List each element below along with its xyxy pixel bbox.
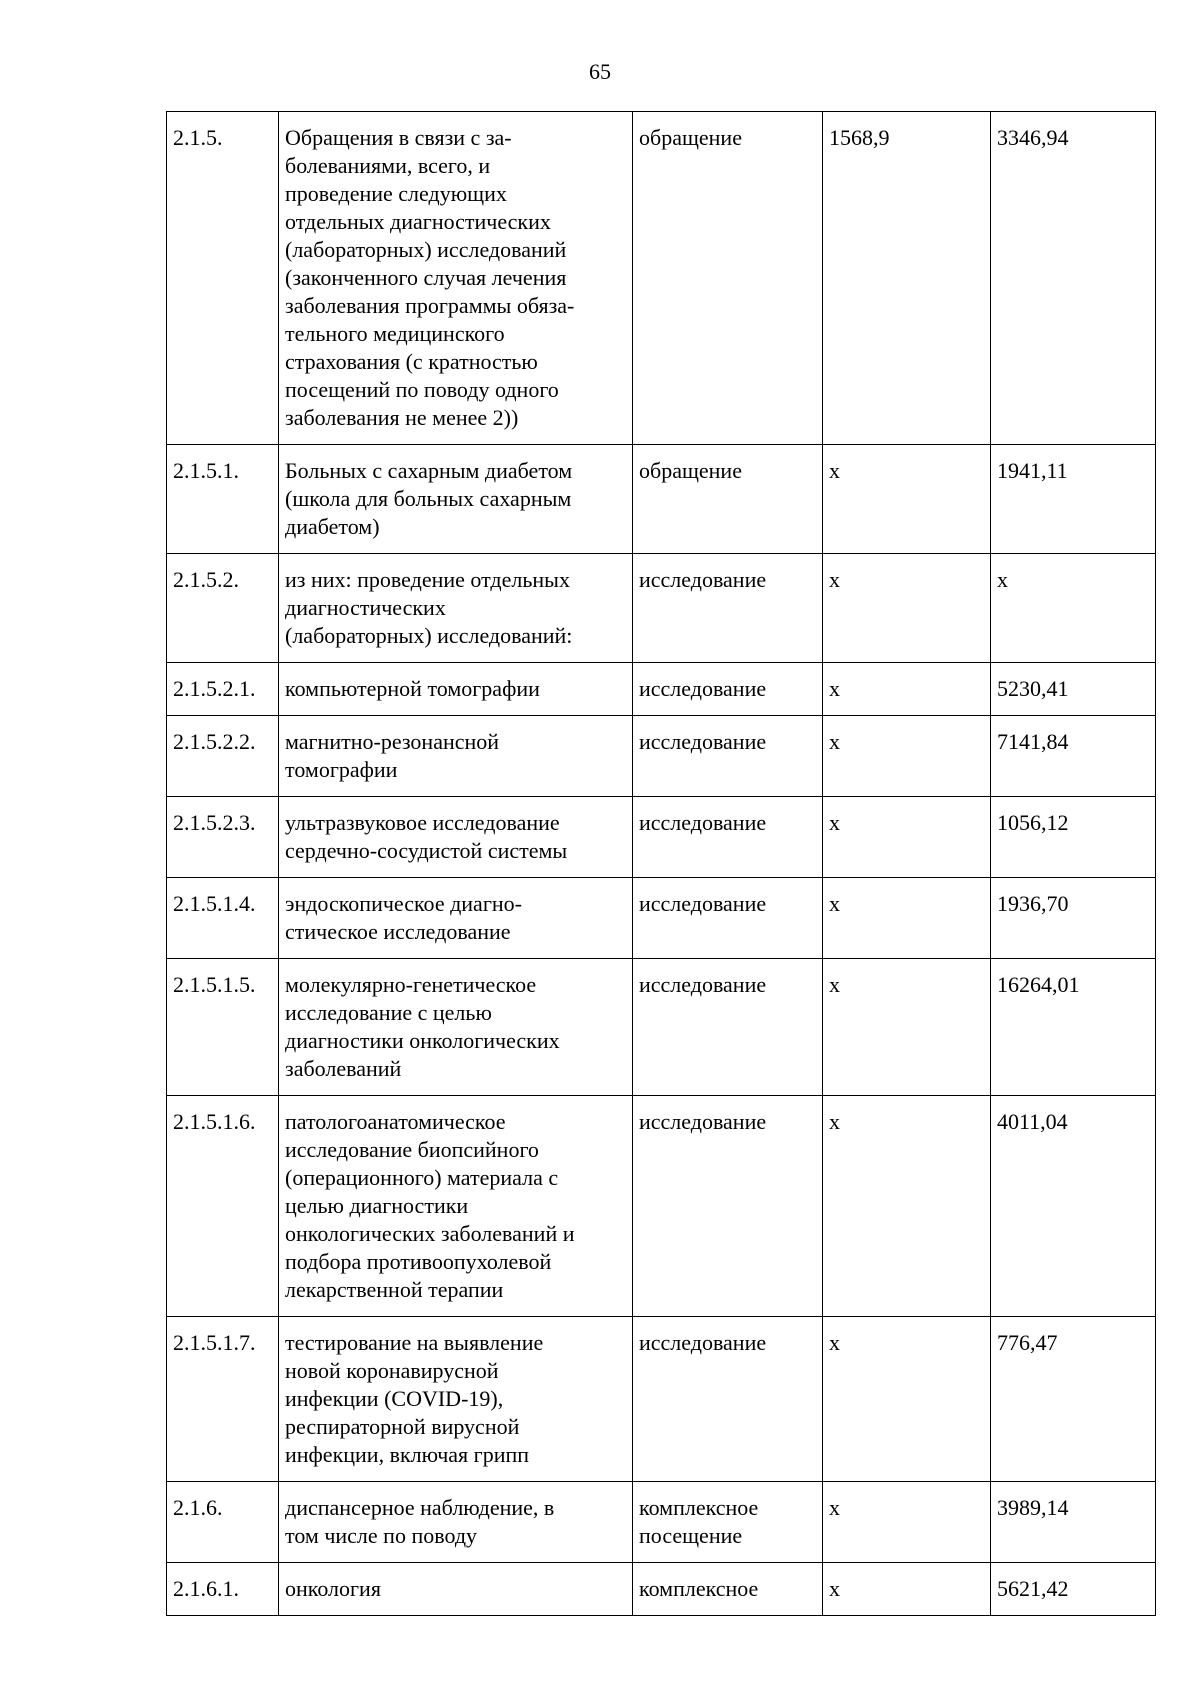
table-row xyxy=(167,445,1156,554)
row-value2: 5621,42 xyxy=(991,1563,1156,1616)
table-row xyxy=(167,797,1156,878)
row-code: 2.1.5.1.6. xyxy=(167,1096,279,1317)
row-value1: х xyxy=(823,1096,991,1317)
row-value1: х xyxy=(823,716,991,797)
row-unit: исследование xyxy=(633,716,823,797)
row-code: 2.1.5.2.3. xyxy=(167,797,279,878)
row-value1: х xyxy=(823,1563,991,1616)
table-row xyxy=(167,959,1156,1096)
row-unit: исследование xyxy=(633,554,823,663)
row-name: Больных с сахарным диабетом (школа для больных сахарным диабетом) xyxy=(279,445,633,554)
table-row xyxy=(167,1317,1156,1482)
table-row xyxy=(167,878,1156,959)
row-value1: х xyxy=(823,878,991,959)
row-code: 2.1.5. xyxy=(167,112,279,445)
row-value1: х xyxy=(823,445,991,554)
row-unit: комплексное посещение xyxy=(633,1482,823,1563)
row-value2: 1936,70 xyxy=(991,878,1156,959)
row-value2: 7141,84 xyxy=(991,716,1156,797)
row-name: Обращения в связи с за- болеваниями, всего, и проведение следующих отдельных диагностических (лабораторных) исследований (законченного случая лечения заболевания программы обяза- тельного медицинского страхования (с кратностью посещений по поводу одного заболевания не менее 2)) xyxy=(279,112,633,445)
row-value2: 3989,14 xyxy=(991,1482,1156,1563)
row-name: из них: проведение отдельных диагностических (лабораторных) исследований: xyxy=(279,554,633,663)
row-value2: 1056,12 xyxy=(991,797,1156,878)
row-value1: х xyxy=(823,797,991,878)
row-unit: исследование xyxy=(633,878,823,959)
row-name: диспансерное наблюдение, в том числе по поводу xyxy=(279,1482,633,1563)
table-row xyxy=(167,663,1156,716)
page-number: 65 xyxy=(589,59,611,84)
row-unit: исследование xyxy=(633,797,823,878)
table-row xyxy=(167,1482,1156,1563)
row-name: эндоскопическое диагно- стическое исследование xyxy=(279,878,633,959)
row-code: 2.1.5.1.7. xyxy=(167,1317,279,1482)
row-name: тестирование на выявление новой коронавирусной инфекции (COVID-19), респираторной вирусной инфекции, включая грипп xyxy=(279,1317,633,1482)
row-code: 2.1.5.1.5. xyxy=(167,959,279,1096)
row-unit: исследование xyxy=(633,959,823,1096)
row-name: магнитно-резонансной томографии xyxy=(279,716,633,797)
row-code: 2.1.6. xyxy=(167,1482,279,1563)
row-value2: 3346,94 xyxy=(991,112,1156,445)
row-code: 2.1.5.2.1. xyxy=(167,663,279,716)
table-row xyxy=(167,1096,1156,1317)
row-value1: х xyxy=(823,1482,991,1563)
row-code: 2.1.5.2. xyxy=(167,554,279,663)
tariff-table xyxy=(166,111,1156,1616)
row-code: 2.1.6.1. xyxy=(167,1563,279,1616)
row-code: 2.1.5.1. xyxy=(167,445,279,554)
row-value2: 16264,01 xyxy=(991,959,1156,1096)
table-row xyxy=(167,1563,1156,1616)
row-value1: х xyxy=(823,554,991,663)
row-value1: 1568,9 xyxy=(823,112,991,445)
row-name: патологоанатомическое исследование биопсийного (операционного) материала с целью диагностики онкологических заболеваний и подбора противоопухолевой лекарственной терапии xyxy=(279,1096,633,1317)
row-value1: х xyxy=(823,959,991,1096)
row-unit: исследование xyxy=(633,1096,823,1317)
row-name: компьютерной томографии xyxy=(279,663,633,716)
row-name: молекулярно-генетическое исследование с целью диагностики онкологических заболеваний xyxy=(279,959,633,1096)
table-row xyxy=(167,112,1156,445)
table-row xyxy=(167,554,1156,663)
row-value1: х xyxy=(823,663,991,716)
row-unit: обращение xyxy=(633,445,823,554)
row-unit: комплексное xyxy=(633,1563,823,1616)
row-name: ультразвуковое исследование сердечно-сосудистой системы xyxy=(279,797,633,878)
row-unit: исследование xyxy=(633,1317,823,1482)
row-value2: х xyxy=(991,554,1156,663)
row-value2: 1941,11 xyxy=(991,445,1156,554)
row-code: 2.1.5.1.4. xyxy=(167,878,279,959)
row-code: 2.1.5.2.2. xyxy=(167,716,279,797)
row-value2: 5230,41 xyxy=(991,663,1156,716)
table-row xyxy=(167,716,1156,797)
row-value2: 4011,04 xyxy=(991,1096,1156,1317)
row-value1: х xyxy=(823,1317,991,1482)
row-name: онкология xyxy=(279,1563,633,1616)
row-value2: 776,47 xyxy=(991,1317,1156,1482)
row-unit: обращение xyxy=(633,112,823,445)
row-unit: исследование xyxy=(633,663,823,716)
